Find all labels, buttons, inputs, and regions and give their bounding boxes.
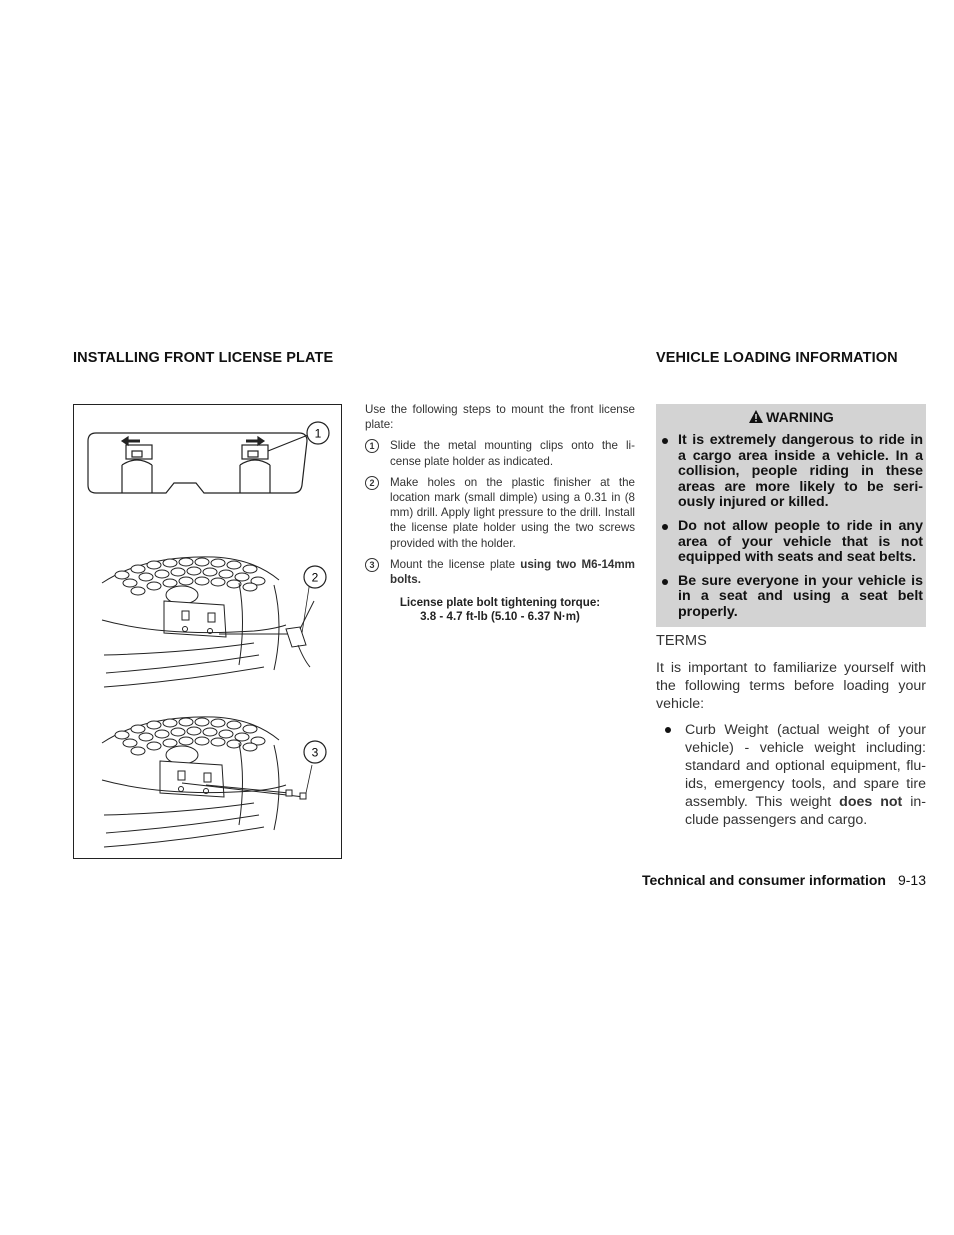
step-text: Slide the metal mounting clips onto the li- cense plate holder as indicated.	[390, 439, 635, 468]
callout-3	[304, 741, 326, 763]
svg-text:1: 1	[314, 426, 322, 441]
warning-item	[659, 574, 923, 621]
warning-triangle-icon	[748, 409, 764, 427]
svg-text:2: 2	[311, 570, 319, 585]
bullet-icon	[665, 727, 671, 733]
bullet-text-end: in- clude passengers and cargo.	[685, 793, 926, 828]
page-number: 9-13	[897, 872, 926, 888]
section-heading-license-plate: INSTALLING FRONT LICENSE PLATE	[73, 350, 334, 366]
warning-text: Be sure everyone in your vehicle is in a seat and using a seat belt properly.	[678, 572, 923, 620]
section-heading-vehicle-loading: VEHICLE LOADING INFORMATION	[656, 350, 898, 366]
step-number: 1	[365, 439, 379, 453]
bullet-icon	[662, 579, 668, 585]
warning-box	[656, 404, 926, 627]
installation-steps	[365, 402, 635, 624]
terms-bullet-item	[656, 721, 926, 829]
grille-bolt-illustration	[102, 717, 312, 847]
installation-figure	[73, 404, 342, 859]
terms-intro: It is important to familiarize yourself with the following terms before loading your vehicle:	[656, 659, 926, 712]
step-number: 2	[365, 476, 379, 490]
callout-1	[307, 422, 329, 444]
warning-title	[659, 409, 923, 427]
warning-title-text: WARNING	[766, 409, 834, 425]
plate-holder-illustration	[88, 433, 308, 493]
step-text: Make holes on the plastic finisher at the location mark (small dimple) using a 0.31 in (8 mm) drill. Apply light pressure to the drill. Install the license plate holder using the two screws provided with the holder.	[390, 475, 635, 550]
grille-drill-illustration	[102, 557, 314, 687]
step-1	[365, 438, 635, 468]
footer-section-title: Technical and consumer information	[641, 872, 886, 888]
steps-intro: Use the following steps to mount the front license plate:	[365, 403, 635, 432]
bullet-icon	[662, 524, 668, 530]
warning-text: Do not allow people to ride in any area of your vehicle that is not equipped with seats and seat belts.	[678, 517, 923, 566]
warning-item	[659, 433, 923, 511]
step-bold-text: using two M6-14mm bolts.	[390, 557, 635, 587]
step-2	[365, 475, 635, 551]
terms-heading: TERMS	[656, 632, 707, 649]
page-footer	[642, 872, 926, 888]
step-text: Mount the license plate	[390, 557, 521, 571]
torque-spec	[365, 596, 635, 624]
bullet-icon	[662, 438, 668, 444]
warning-text: It is extremely dangerous to ride in a cargo area inside a vehicle. In a collision, people riding in these areas are more likely to be seri- ously injured or killed.	[678, 432, 923, 511]
svg-text:3: 3	[311, 745, 319, 760]
bullet-text: Curb Weight (actual weight of your vehicle) - vehicle weight including: standard and optional equipment, flu- ids, emergency tools, and spare tire assembly. This weight	[685, 721, 926, 810]
step-3	[365, 557, 635, 587]
torque-value: 3.8 - 4.7 ft-lb (5.10 - 6.37 N·m)	[420, 610, 580, 624]
bullet-bold-text: does not	[839, 793, 903, 810]
callout-2	[304, 566, 326, 588]
step-number: 3	[365, 558, 379, 572]
torque-label: License plate bolt tightening torque:	[399, 596, 601, 610]
warning-item	[659, 519, 923, 566]
vehicle-loading-section	[656, 404, 926, 829]
